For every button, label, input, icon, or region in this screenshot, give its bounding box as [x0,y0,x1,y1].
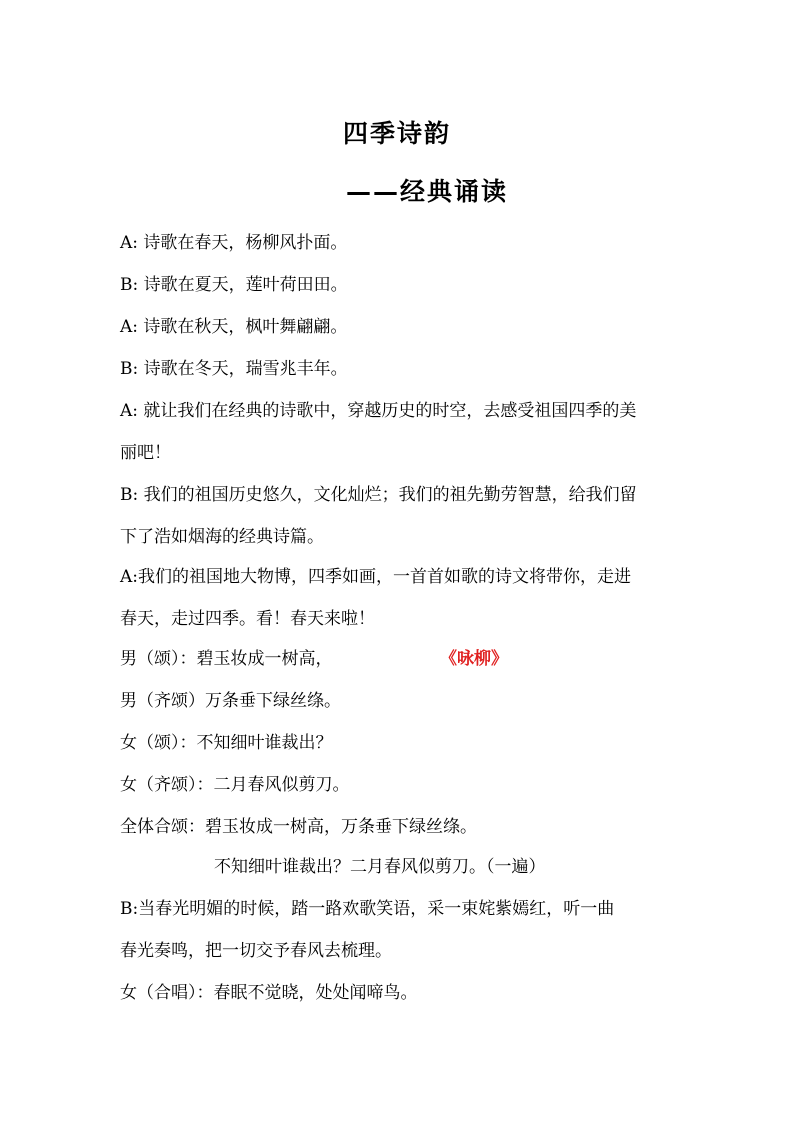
script-line: 春天，走过四季。看！春天来啦！ [120,609,375,629]
script-line: 春光奏鸣，把一切交予春风去梳理。 [120,941,392,961]
script-line: 男（齐颂）万条垂下绿丝绦。 [120,691,341,711]
script-line: 女（合唱）：春眠不觉晓，处处闻啼鸟。 [120,983,418,1003]
script-line: 不知细叶谁裁出？二月春风似剪刀。（一遍） [214,857,546,877]
page-title: 四季诗韵 [342,119,451,148]
script-line: 丽吧！ [120,443,171,463]
script-line: 下了浩如烟海的经典诗篇。 [120,527,324,547]
script-line: 女（颂）：不知细叶谁裁出？ [120,733,333,753]
page-subtitle: ——经典诵读 [345,177,508,206]
script-line: B:当春光明媚的时候，踏一路欢歌笑语，采一束姹紫嫣红，听一曲 [120,899,615,919]
poem-title: 《咏柳》 [440,649,508,669]
script-line: A:我们的祖国地大物博，四季如画，一首首如歌的诗文将带你，走进 [120,567,632,587]
script-line: B: 诗歌在夏天，莲叶荷田田。 [120,275,348,295]
script-line: B: 我们的祖国历史悠久，文化灿烂；我们的祖先勤劳智慧，给我们留 [120,485,637,505]
script-line: 全体合颂：碧玉妆成一树高，万条垂下绿丝绦。 [120,817,477,837]
script-line: A: 诗歌在春天，杨柳风扑面。 [120,233,348,253]
script-line: 女（齐颂）：二月春风似剪刀。 [120,775,350,795]
script-line: 男（颂）：碧玉妆成一树高， [120,649,333,669]
script-line: B: 诗歌在冬天，瑞雪兆丰年。 [120,359,348,379]
script-line: A: 就让我们在经典的诗歌中，穿越历史的时空，去感受祖国四季的美 [120,401,637,421]
script-line: A: 诗歌在秋天，枫叶舞翩翩。 [120,317,348,337]
